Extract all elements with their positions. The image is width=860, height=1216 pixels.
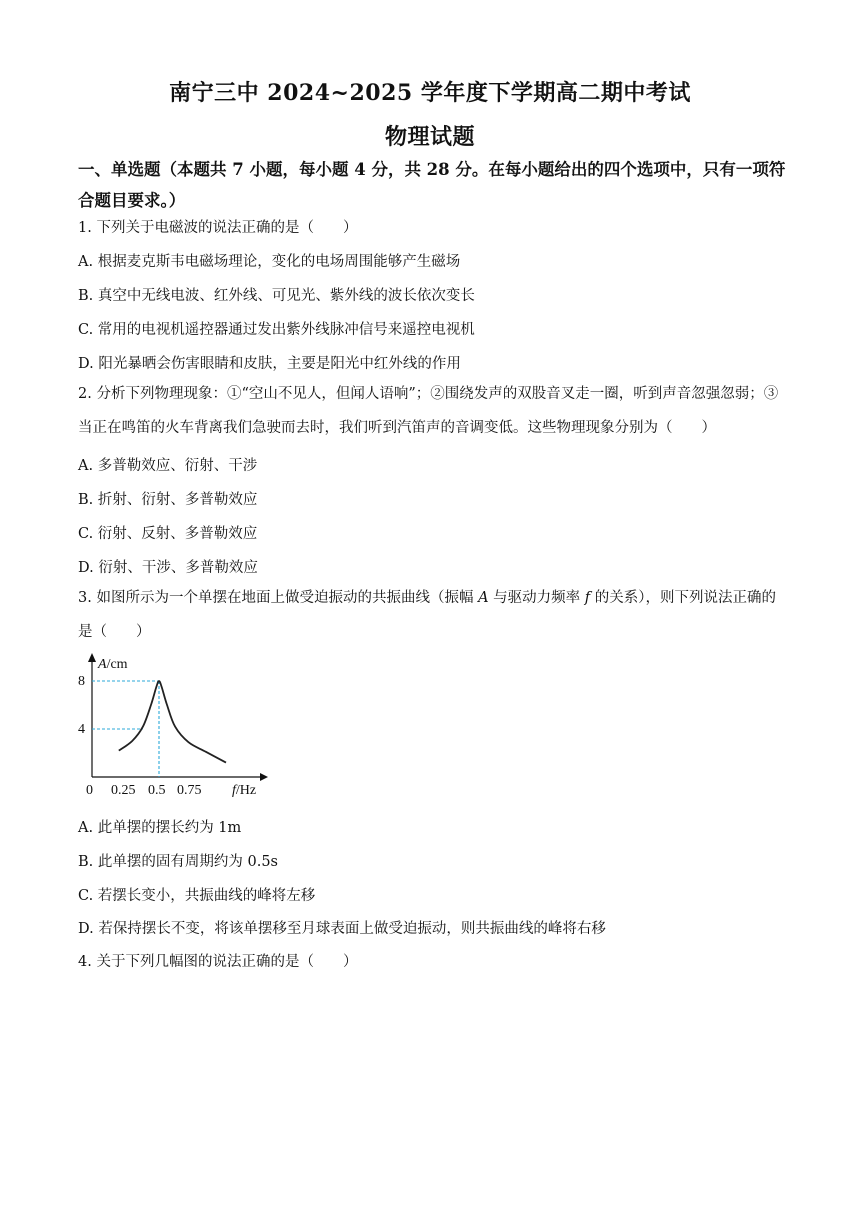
x-axis-arrow — [260, 773, 268, 781]
resonance-curve-line — [119, 681, 226, 763]
exam-title: 南宁三中 2024~2025 学年度下学期高二期中考试 — [169, 80, 691, 106]
x-tick-05: 0.5 — [148, 783, 166, 798]
q3-option-c: C. 若摆长变小，共振曲线的峰将左移 — [78, 888, 316, 904]
q3-stem: 3. 如图所示为一个单摆在地面上做受迫振动的共振曲线（振幅 A 与驱动力频率 f 的关系），则下列说法正确的是（ ） — [78, 590, 776, 640]
q1-option-c: C. 常用的电视机遥控器通过发出紫外线脉冲信号来遥控电视机 — [78, 322, 475, 338]
q3-option-d: D. 若保持摆长不变，将该单摆移至月球表面上做受迫振动，则共振曲线的峰将右移 — [78, 921, 606, 937]
y-tick-4: 4 — [78, 722, 85, 737]
q3-option-a: A. 此单摆的摆长约为 1m — [78, 820, 242, 836]
y-axis-arrow — [88, 653, 96, 662]
q4-stem: 4. 关于下列几幅图的说法正确的是（ ） — [78, 954, 358, 970]
resonance-curve-chart — [78, 652, 268, 800]
x-tick-025: 0.25 — [111, 783, 136, 798]
y-tick-8: 8 — [78, 674, 85, 689]
q1-option-d: D. 阳光暴晒会伤害眼睛和皮肤，主要是阳光中红外线的作用 — [78, 356, 461, 372]
q2-stem: 2. 分析下列物理现象：①“空山不见人，但闻人语响”；②围绕发声的双股音叉走一圈，听到声音忽强忽弱；③当正在鸣笛的火车背离我们急驶而去时，我们听到汽笛声的音调变低。这些物理现象分别为（ ） — [78, 386, 779, 436]
q2-option-d: D. 衍射、干涉、多普勒效应 — [78, 560, 258, 576]
x-axis-label: f/Hz — [232, 783, 257, 798]
q2-option-a: A. 多普勒效应、衍射、干涉 — [78, 458, 258, 474]
exam-subtitle: 物理试题 — [384, 124, 475, 150]
q2-option-b: B. 折射、衍射、多普勒效应 — [78, 492, 258, 508]
q1-option-a: A. 根据麦克斯韦电磁场理论，变化的电场周围能够产生磁场 — [78, 254, 461, 270]
x-tick-0: 0 — [86, 783, 93, 798]
q1-stem: 1. 下列关于电磁波的说法正确的是（ ） — [78, 220, 358, 236]
q1-option-b: B. 真空中无线电波、红外线、可见光、紫外线的波长依次变长 — [78, 288, 475, 304]
x-tick-075: 0.75 — [177, 783, 202, 798]
section-heading: 一、单选题（本题共 7 小题，每小题 4 分，共 28 分。在每小题给出的四个选项中，只有一项符合题目要求。） — [78, 160, 786, 210]
y-axis-label: A/cm — [98, 657, 128, 672]
q2-option-c: C. 衍射、反射、多普勒效应 — [78, 526, 258, 542]
q3-option-b: B. 此单摆的固有周期约为 0.5s — [78, 854, 278, 870]
